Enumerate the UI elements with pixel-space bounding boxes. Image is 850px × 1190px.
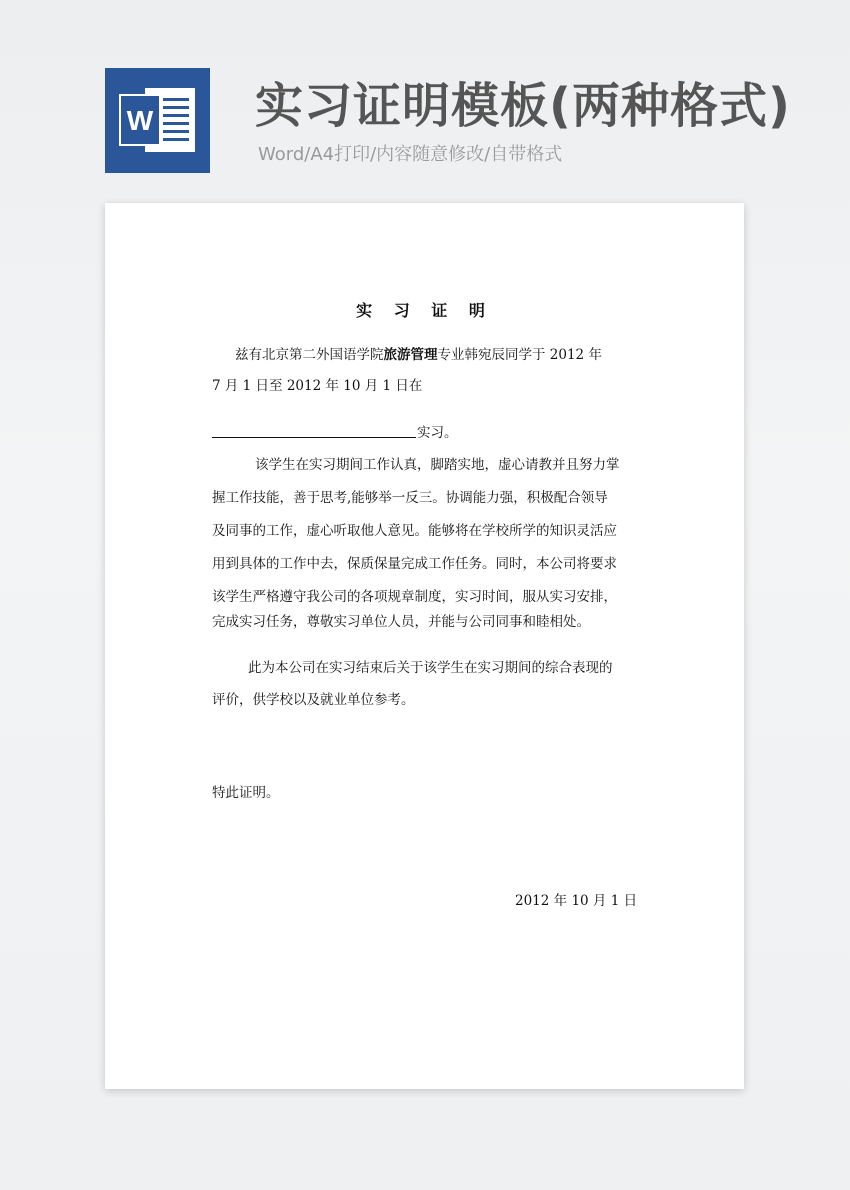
paragraph-3-line-2: 评价，供学校以及就业单位参考。 (212, 692, 415, 708)
blank-suffix: 实习。 (417, 425, 458, 441)
page-title: 实习证明模板(两种格式) (255, 78, 791, 134)
p1-major: 旅游管理 (383, 347, 438, 363)
paragraph-2-line-2: 握工作技能，善于思考,能够举一反三。协调能力强，积极配合领导 (212, 490, 608, 506)
paragraph-2-line-6: 完成实习任务，尊敬实习单位人员，并能与公司同事和睦相处。 (212, 614, 590, 630)
paragraph-2-line-4: 用到具体的工作中去，保质保量完成工作任务。同时，本公司将要求 (212, 556, 617, 572)
word-logo-icon (105, 68, 210, 173)
word-document-icon (105, 68, 210, 173)
paragraph-2-line-3: 及同事的工作，虚心听取他人意见。能够将在学校所学的知识灵活应 (212, 523, 617, 539)
paragraph-1-line-2: 7 月 1 日至 2012 年 10 月 1 日在 (212, 378, 423, 394)
p1-text-a: 兹有北京第二外国语学院 (235, 347, 384, 363)
p1-text-b: 专业韩宛辰同学于 2012 年 (437, 347, 602, 363)
word-logo-letter: W (126, 105, 154, 136)
page-subtitle: Word/A4打印/内容随意修改/自带格式 (258, 144, 563, 165)
paragraph-1-line-1 (235, 345, 602, 365)
paragraph-3-line-1: 此为本公司在实习结束后关于该学生在实习期间的综合表现的 (248, 660, 613, 676)
document-page (105, 203, 744, 1089)
signature-date: 2012 年 10 月 1 日 (515, 893, 638, 909)
document-title: 实 习 证 明 (356, 301, 493, 320)
paragraph-2-line-5: 该学生严格遵守我公司的各项规章制度，实习时间，服从实习安排， (212, 589, 617, 605)
company-blank-line (212, 437, 416, 438)
paragraph-2-line-1: 该学生在实习期间工作认真，脚踏实地，虚心请教并且努力掌 (255, 457, 620, 473)
closing-text: 特此证明。 (212, 785, 280, 801)
